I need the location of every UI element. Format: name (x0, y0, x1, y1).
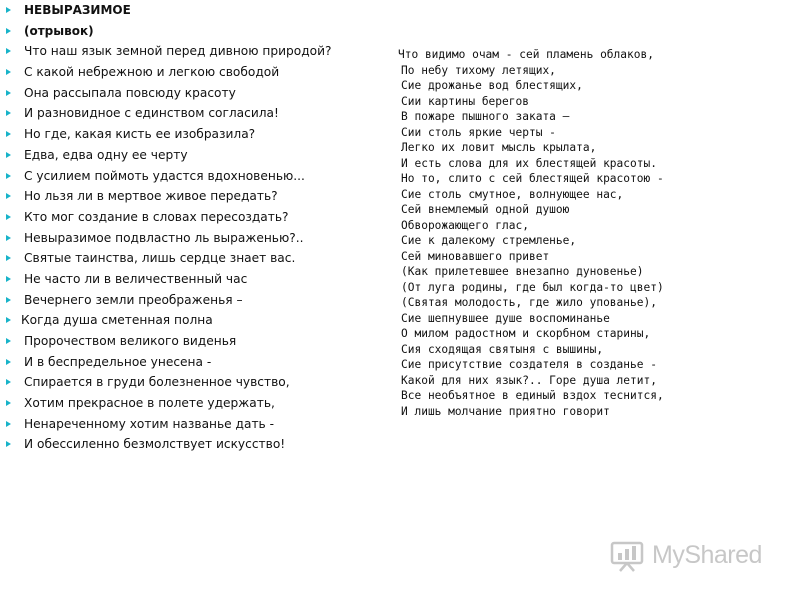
left-line (0, 0, 380, 21)
left-line-list (0, 0, 380, 455)
left-line-text: Когда душа сметенная полна (21, 313, 213, 328)
right-line: (Святая молодость, где жило упованье), (401, 296, 657, 309)
bullet-icon (6, 110, 11, 116)
right-line: Все необъятное в единый вздох теснится, (401, 389, 664, 402)
bullet-icon (6, 379, 11, 385)
right-line: Что видимо очам - сей пламень облаков, (398, 48, 654, 61)
left-line (0, 310, 380, 331)
left-line (0, 166, 380, 187)
bullet-icon (6, 338, 11, 344)
left-line (0, 248, 380, 269)
bullet-icon (6, 441, 11, 447)
right-line: По небу тихому летящих, (401, 63, 556, 77)
left-line-text: И в беспредельное унесена - (24, 354, 212, 369)
bullet-icon (6, 255, 11, 261)
bullet-icon (6, 7, 11, 13)
left-line-text: Невыразимое подвластно ль выраженью?.. (24, 230, 304, 245)
bullet-icon (6, 317, 11, 323)
left-line-text: Вечернего земли преображенья – (24, 292, 243, 307)
left-line (0, 41, 380, 62)
bullet-icon (6, 131, 11, 137)
bullet-icon (6, 173, 11, 179)
left-line-text: Ненареченному хотим названье дать - (24, 416, 275, 431)
right-line: Легко их ловит мысль крылата, (401, 141, 597, 154)
bullet-icon (6, 69, 11, 75)
left-line (0, 103, 380, 124)
left-line-text: Не часто ли в величественный час (24, 271, 248, 286)
right-line: Сей миновавшего привет (401, 249, 550, 263)
right-line: И лишь молчание приятно говорит (401, 404, 610, 418)
right-line: Сии картины берегов (401, 94, 529, 108)
left-line (0, 228, 380, 249)
right-line: Но то, слито с сей блестящей красотою - (401, 172, 664, 185)
left-line-text: Но где, какая кисть ее изобразила? (24, 127, 256, 142)
left-line (0, 372, 380, 393)
left-line-text: Едва, едва одну ее черту (24, 147, 188, 162)
bullet-icon (6, 214, 11, 220)
right-line: Какой для них язык?.. Горе душа летит, (401, 373, 657, 387)
poem-right-column (398, 47, 793, 419)
left-line-text: Что наш язык земной перед дивною природой? (24, 44, 332, 59)
bullet-icon (6, 28, 11, 34)
bullet-icon (6, 297, 11, 303)
bullet-icon (6, 400, 11, 406)
left-line-text: НЕВЫРАЗИМОЕ (24, 3, 131, 17)
left-line (0, 269, 380, 290)
bullet-icon (6, 152, 11, 158)
right-line: Сия сходящая святыня с вышины, (401, 342, 604, 356)
bullet-icon (6, 235, 11, 241)
left-line-text: Спирается в груди болезненное чувство, (24, 375, 290, 390)
left-line (0, 352, 380, 373)
left-line-text: (отрывок) (24, 23, 94, 38)
right-line: В пожаре пышного заката – (401, 110, 570, 123)
right-line: Обворожающего глас, (401, 218, 529, 232)
left-line-text: Пророчеством великого виденья (24, 334, 237, 348)
left-line (0, 434, 380, 455)
right-line: Сие столь смутное, волнующее нас, (401, 187, 624, 201)
left-line (0, 207, 380, 228)
right-line: Сие дрожанье вод блестящих, (401, 79, 583, 92)
right-line: (Как прилетевшее внезапно дуновенье) (401, 265, 644, 278)
left-line (0, 124, 380, 145)
left-line-text: Кто мог создание в словах пересоздать? (24, 209, 289, 224)
presentation-board-icon (608, 536, 646, 574)
left-line-text: И разновидное с единством согласила! (24, 106, 279, 121)
left-line-text: Святые таинства, лишь сердце знает вас. (24, 251, 296, 266)
left-line (0, 145, 380, 166)
right-line: Сии столь яркие черты - (401, 125, 556, 139)
bullet-icon (6, 90, 11, 96)
left-line (0, 290, 380, 311)
myshared-watermark (608, 536, 778, 574)
left-line-text: Но льзя ли в мертвое живое передать? (24, 189, 278, 204)
right-line: Сей внемлемый одной душою (401, 203, 570, 216)
right-line-list (398, 47, 793, 419)
right-line: (От луга родины, где был когда-то цвет) (401, 280, 664, 294)
left-line (0, 186, 380, 207)
watermark-text: MyShared (652, 540, 762, 569)
right-line: Сие к далекому стремленье, (401, 234, 577, 247)
right-line: И есть слова для их блестящей красоты. (401, 156, 657, 170)
left-line-text: Хотим прекрасное в полете удержать, (24, 396, 275, 411)
left-line (0, 21, 380, 42)
left-line (0, 414, 380, 435)
poem-left-column (0, 0, 380, 455)
left-line (0, 393, 380, 414)
bullet-icon (6, 359, 11, 365)
left-line-text: С усилием поймоть удастся вдохновенью... (24, 168, 305, 183)
left-line-text: И обессиленно безмолствует искусство! (24, 437, 286, 452)
right-line: О милом радостном и скорбном старины, (401, 327, 651, 340)
bullet-icon (6, 48, 11, 54)
bullet-icon (6, 421, 11, 427)
right-line: Сие присутствие создателя в созданье - (401, 358, 657, 371)
left-line (0, 83, 380, 104)
left-line (0, 331, 380, 352)
left-line-text: С какой небрежною и легкою свободой (24, 65, 280, 80)
bullet-icon (6, 276, 11, 282)
right-line: Сие шепнувшее душе воспоминанье (401, 311, 610, 325)
left-line-text: Она рассыпала повсюду красоту (24, 85, 236, 100)
bullet-icon (6, 193, 11, 199)
left-line (0, 62, 380, 83)
